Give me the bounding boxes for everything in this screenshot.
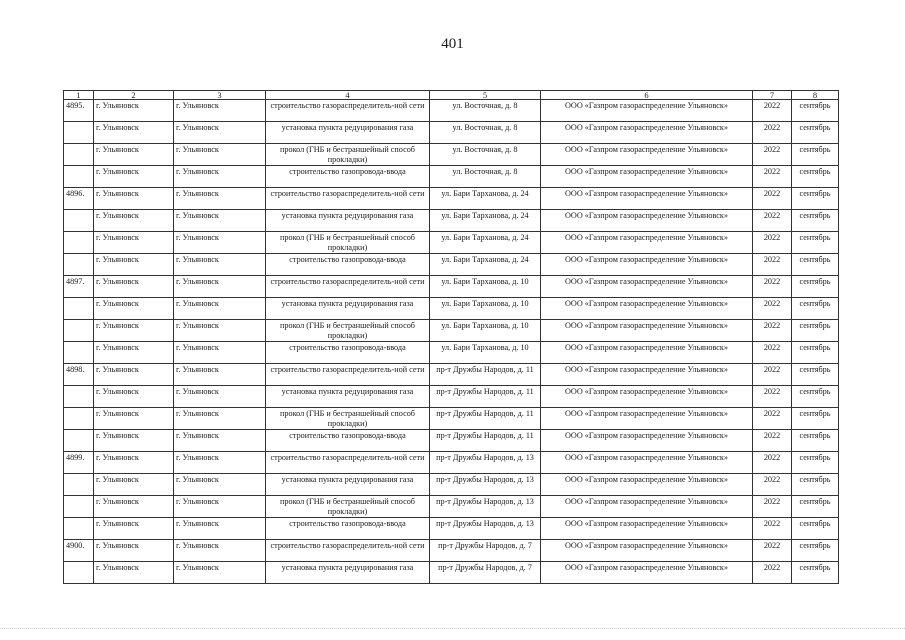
cell-address: пр-т Дружбы Народов, д. 13 — [430, 518, 541, 540]
table-row — [64, 276, 839, 298]
cell-settlement: г. Ульяновск — [94, 474, 174, 496]
table-row — [64, 496, 839, 518]
table-row — [64, 166, 839, 188]
table-row — [64, 408, 839, 430]
cell-month: сентябрь — [792, 232, 839, 254]
table-row — [64, 518, 839, 540]
cell-organization: ООО «Газпром газораспределение Ульяновск» — [541, 496, 753, 518]
cell-row-number — [64, 474, 94, 496]
cell-work-type: установка пункта редуцирования газа — [266, 298, 430, 320]
cell-district: г. Ульяновск — [174, 100, 266, 122]
cell-address: ул. Восточная, д. 8 — [430, 100, 541, 122]
cell-year: 2022 — [753, 210, 792, 232]
cell-district: г. Ульяновск — [174, 210, 266, 232]
cell-address: пр-т Дружбы Народов, д. 7 — [430, 562, 541, 584]
table-row — [64, 386, 839, 408]
cell-address: ул. Бари Тарханова, д. 10 — [430, 298, 541, 320]
cell-year: 2022 — [753, 254, 792, 276]
cell-month: сентябрь — [792, 452, 839, 474]
cell-settlement: г. Ульяновск — [94, 210, 174, 232]
cell-district: г. Ульяновск — [174, 540, 266, 562]
cell-district: г. Ульяновск — [174, 232, 266, 254]
cell-row-number — [64, 298, 94, 320]
cell-district: г. Ульяновск — [174, 166, 266, 188]
cell-work-type: строительство газораспределитель-ной сети — [266, 100, 430, 122]
cell-organization: ООО «Газпром газораспределение Ульяновск» — [541, 452, 753, 474]
cell-settlement: г. Ульяновск — [94, 342, 174, 364]
cell-district: г. Ульяновск — [174, 254, 266, 276]
cell-row-number — [64, 518, 94, 540]
cell-district: г. Ульяновск — [174, 276, 266, 298]
cell-organization: ООО «Газпром газораспределение Ульяновск» — [541, 166, 753, 188]
cell-district: г. Ульяновск — [174, 298, 266, 320]
cell-address: пр-т Дружбы Народов, д. 11 — [430, 364, 541, 386]
cell-row-number: 4900. — [64, 540, 94, 562]
table-row — [64, 122, 839, 144]
table-row — [64, 474, 839, 496]
cell-row-number — [64, 320, 94, 342]
cell-work-type: установка пункта редуцирования газа — [266, 386, 430, 408]
cell-row-number: 4895. — [64, 100, 94, 122]
cell-work-type: установка пункта редуцирования газа — [266, 562, 430, 584]
cell-organization: ООО «Газпром газораспределение Ульяновск» — [541, 298, 753, 320]
cell-month: сентябрь — [792, 122, 839, 144]
cell-year: 2022 — [753, 452, 792, 474]
cell-organization: ООО «Газпром газораспределение Ульяновск» — [541, 562, 753, 584]
cell-month: сентябрь — [792, 518, 839, 540]
table-row — [64, 210, 839, 232]
cell-organization: ООО «Газпром газораспределение Ульяновск» — [541, 188, 753, 210]
cell-district: г. Ульяновск — [174, 144, 266, 166]
cell-organization: ООО «Газпром газораспределение Ульяновск» — [541, 210, 753, 232]
column-number-2: 2 — [94, 91, 174, 100]
cell-month: сентябрь — [792, 188, 839, 210]
cell-organization: ООО «Газпром газораспределение Ульяновск» — [541, 254, 753, 276]
cell-row-number — [64, 496, 94, 518]
cell-row-number — [64, 254, 94, 276]
cell-row-number: 4896. — [64, 188, 94, 210]
cell-organization: ООО «Газпром газораспределение Ульяновск» — [541, 232, 753, 254]
cell-row-number — [64, 408, 94, 430]
column-number-7: 7 — [753, 91, 792, 100]
cell-address: ул. Бари Тарханова, д. 24 — [430, 210, 541, 232]
cell-work-type: строительство газопровода-ввода — [266, 430, 430, 452]
cell-month: сентябрь — [792, 166, 839, 188]
cell-year: 2022 — [753, 122, 792, 144]
cell-row-number — [64, 166, 94, 188]
table-body — [64, 100, 839, 584]
cell-row-number — [64, 342, 94, 364]
column-number-3: 3 — [174, 91, 266, 100]
cell-row-number: 4898. — [64, 364, 94, 386]
table-row — [64, 540, 839, 562]
cell-month: сентябрь — [792, 496, 839, 518]
cell-month: сентябрь — [792, 210, 839, 232]
cell-year: 2022 — [753, 430, 792, 452]
cell-district: г. Ульяновск — [174, 430, 266, 452]
cell-year: 2022 — [753, 474, 792, 496]
table-row — [64, 298, 839, 320]
cell-work-type: установка пункта редуцирования газа — [266, 122, 430, 144]
cell-year: 2022 — [753, 518, 792, 540]
column-number-1: 1 — [64, 91, 94, 100]
cell-organization: ООО «Газпром газораспределение Ульяновск» — [541, 540, 753, 562]
cell-work-type: строительство газопровода-ввода — [266, 254, 430, 276]
cell-settlement: г. Ульяновск — [94, 232, 174, 254]
table-row — [64, 342, 839, 364]
column-number-6: 6 — [541, 91, 753, 100]
cell-settlement: г. Ульяновск — [94, 276, 174, 298]
cell-work-type: установка пункта редуцирования газа — [266, 474, 430, 496]
cell-organization: ООО «Газпром газораспределение Ульяновск» — [541, 100, 753, 122]
cell-year: 2022 — [753, 276, 792, 298]
cell-address: ул. Восточная, д. 8 — [430, 144, 541, 166]
cell-district: г. Ульяновск — [174, 496, 266, 518]
cell-address: ул. Бари Тарханова, д. 24 — [430, 254, 541, 276]
table-row — [64, 562, 839, 584]
cell-work-type: строительство газопровода-ввода — [266, 342, 430, 364]
cell-settlement: г. Ульяновск — [94, 166, 174, 188]
cell-year: 2022 — [753, 364, 792, 386]
cell-organization: ООО «Газпром газораспределение Ульяновск» — [541, 144, 753, 166]
cell-settlement: г. Ульяновск — [94, 100, 174, 122]
cell-work-type: строительство газораспределитель-ной сети — [266, 276, 430, 298]
cell-organization: ООО «Газпром газораспределение Ульяновск» — [541, 122, 753, 144]
cell-address: ул. Восточная, д. 8 — [430, 166, 541, 188]
cell-row-number — [64, 232, 94, 254]
table-row — [64, 188, 839, 210]
cell-month: сентябрь — [792, 430, 839, 452]
cell-address: пр-т Дружбы Народов, д. 11 — [430, 430, 541, 452]
cell-month: сентябрь — [792, 386, 839, 408]
cell-year: 2022 — [753, 298, 792, 320]
cell-district: г. Ульяновск — [174, 386, 266, 408]
column-number-5: 5 — [430, 91, 541, 100]
cell-district: г. Ульяновск — [174, 474, 266, 496]
cell-settlement: г. Ульяновск — [94, 518, 174, 540]
cell-address: пр-т Дружбы Народов, д. 11 — [430, 408, 541, 430]
cell-address: ул. Восточная, д. 8 — [430, 122, 541, 144]
cell-work-type: строительство газопровода-ввода — [266, 166, 430, 188]
cell-district: г. Ульяновск — [174, 188, 266, 210]
cell-month: сентябрь — [792, 408, 839, 430]
cell-month: сентябрь — [792, 298, 839, 320]
cell-work-type: прокол (ГНБ и бестраншейный способ прокладки) — [266, 320, 430, 342]
cell-work-type: прокол (ГНБ и бестраншейный способ прокладки) — [266, 144, 430, 166]
cell-settlement: г. Ульяновск — [94, 364, 174, 386]
table-row — [64, 144, 839, 166]
cell-district: г. Ульяновск — [174, 518, 266, 540]
cell-organization: ООО «Газпром газораспределение Ульяновск» — [541, 276, 753, 298]
cell-month: сентябрь — [792, 320, 839, 342]
cell-address: пр-т Дружбы Народов, д. 13 — [430, 496, 541, 518]
cell-month: сентябрь — [792, 562, 839, 584]
cell-row-number: 4899. — [64, 452, 94, 474]
cell-district: г. Ульяновск — [174, 408, 266, 430]
cell-work-type: прокол (ГНБ и бестраншейный способ прокладки) — [266, 408, 430, 430]
cell-work-type: строительство газопровода-ввода — [266, 518, 430, 540]
cell-work-type: прокол (ГНБ и бестраншейный способ прокладки) — [266, 496, 430, 518]
cell-work-type: прокол (ГНБ и бестраншейный способ прокладки) — [266, 232, 430, 254]
cell-year: 2022 — [753, 540, 792, 562]
cell-address: ул. Бари Тарханова, д. 10 — [430, 320, 541, 342]
cell-row-number — [64, 430, 94, 452]
gas-network-table — [63, 90, 839, 584]
cell-organization: ООО «Газпром газораспределение Ульяновск» — [541, 518, 753, 540]
cell-year: 2022 — [753, 496, 792, 518]
cell-year: 2022 — [753, 188, 792, 210]
cell-district: г. Ульяновск — [174, 122, 266, 144]
cell-year: 2022 — [753, 144, 792, 166]
table-row — [64, 430, 839, 452]
cell-year: 2022 — [753, 342, 792, 364]
cell-settlement: г. Ульяновск — [94, 254, 174, 276]
cell-month: сентябрь — [792, 342, 839, 364]
cell-address: ул. Бари Тарханова, д. 10 — [430, 342, 541, 364]
cell-settlement: г. Ульяновск — [94, 122, 174, 144]
cell-organization: ООО «Газпром газораспределение Ульяновск» — [541, 430, 753, 452]
cell-address: ул. Бари Тарханова, д. 24 — [430, 232, 541, 254]
cell-year: 2022 — [753, 166, 792, 188]
cell-year: 2022 — [753, 320, 792, 342]
cell-settlement: г. Ульяновск — [94, 452, 174, 474]
column-number-4: 4 — [266, 91, 430, 100]
cell-year: 2022 — [753, 386, 792, 408]
table-row — [64, 452, 839, 474]
cell-settlement: г. Ульяновск — [94, 430, 174, 452]
table-row — [64, 254, 839, 276]
cell-settlement: г. Ульяновск — [94, 320, 174, 342]
cell-year: 2022 — [753, 408, 792, 430]
cell-month: сентябрь — [792, 474, 839, 496]
cell-district: г. Ульяновск — [174, 342, 266, 364]
table-row — [64, 232, 839, 254]
cell-address: ул. Бари Тарханова, д. 10 — [430, 276, 541, 298]
cell-row-number — [64, 210, 94, 232]
page-number: 401 — [441, 36, 464, 52]
cell-address: пр-т Дружбы Народов, д. 11 — [430, 386, 541, 408]
cell-organization: ООО «Газпром газораспределение Ульяновск» — [541, 408, 753, 430]
cell-district: г. Ульяновск — [174, 320, 266, 342]
table-row — [64, 320, 839, 342]
cell-work-type: строительство газораспределитель-ной сети — [266, 364, 430, 386]
cell-settlement: г. Ульяновск — [94, 298, 174, 320]
cell-settlement: г. Ульяновск — [94, 408, 174, 430]
cell-district: г. Ульяновск — [174, 364, 266, 386]
table-row — [64, 100, 839, 122]
cell-work-type: строительство газораспределитель-ной сети — [266, 540, 430, 562]
cell-month: сентябрь — [792, 364, 839, 386]
cell-settlement: г. Ульяновск — [94, 496, 174, 518]
cell-row-number — [64, 144, 94, 166]
cell-organization: ООО «Газпром газораспределение Ульяновск» — [541, 342, 753, 364]
cell-settlement: г. Ульяновск — [94, 562, 174, 584]
cell-address: пр-т Дружбы Народов, д. 13 — [430, 452, 541, 474]
cell-settlement: г. Ульяновск — [94, 188, 174, 210]
cell-settlement: г. Ульяновск — [94, 540, 174, 562]
cell-organization: ООО «Газпром газораспределение Ульяновск» — [541, 320, 753, 342]
cell-organization: ООО «Газпром газораспределение Ульяновск» — [541, 386, 753, 408]
cell-address: ул. Бари Тарханова, д. 24 — [430, 188, 541, 210]
cell-row-number: 4897. — [64, 276, 94, 298]
cell-year: 2022 — [753, 562, 792, 584]
cell-year: 2022 — [753, 232, 792, 254]
cell-month: сентябрь — [792, 276, 839, 298]
cell-organization: ООО «Газпром газораспределение Ульяновск» — [541, 364, 753, 386]
cell-row-number — [64, 562, 94, 584]
cell-month: сентябрь — [792, 254, 839, 276]
cell-month: сентябрь — [792, 144, 839, 166]
cell-settlement: г. Ульяновск — [94, 144, 174, 166]
cell-month: сентябрь — [792, 540, 839, 562]
cell-district: г. Ульяновск — [174, 562, 266, 584]
cell-row-number — [64, 386, 94, 408]
cell-work-type: строительство газораспределитель-ной сети — [266, 452, 430, 474]
cell-month: сентябрь — [792, 100, 839, 122]
cell-district: г. Ульяновск — [174, 452, 266, 474]
table-row — [64, 364, 839, 386]
cell-row-number — [64, 122, 94, 144]
cell-settlement: г. Ульяновск — [94, 386, 174, 408]
cell-work-type: установка пункта редуцирования газа — [266, 210, 430, 232]
column-numbers-row — [64, 91, 839, 100]
page-bottom-rule — [0, 628, 905, 629]
cell-organization: ООО «Газпром газораспределение Ульяновск» — [541, 474, 753, 496]
cell-address: пр-т Дружбы Народов, д. 7 — [430, 540, 541, 562]
column-number-8: 8 — [792, 91, 839, 100]
cell-work-type: строительство газораспределитель-ной сети — [266, 188, 430, 210]
cell-year: 2022 — [753, 100, 792, 122]
cell-address: пр-т Дружбы Народов, д. 13 — [430, 474, 541, 496]
